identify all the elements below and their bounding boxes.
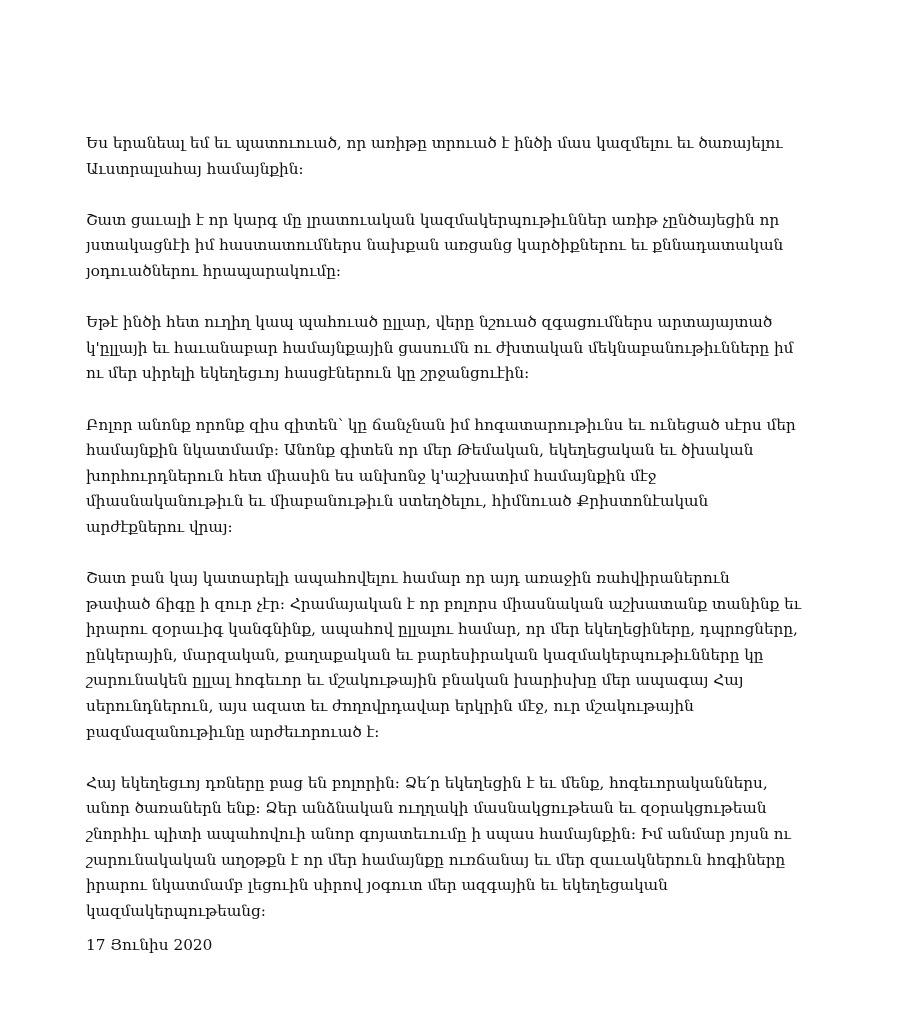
text-line: արժէքներու վրայ: [86,517,233,536]
text-line: յստակացնէի իմ հաստատումներս նախքան առցանց կարծիքներու եւ քննադատական [86,236,784,255]
paragraph-spacer [86,387,864,413]
text-line: Ես երանեալ եմ եւ պատուուած, որ առիթը տրուած է ինծի մաս կազմելու եւ ծառայելու [86,134,783,152]
text-line: կ'ըլլայի եւ հաւանաբար համայնքային ցասումն ու ժխտական մեկնաբանութիւնները իմ [86,338,794,357]
text-line: միասնականութիւն եւ միաբանութիւն ստեղծելու, հիմնուած Քրիստոնէական [86,492,709,511]
text-line: իրարու նկատմամբ լեցուին սիրով յօգուտ մեր ազգային եւ եկեղեցական [86,876,668,895]
paragraph-6 [86,771,864,925]
text-line: համայնքին նկատմամբ: Անոնք գիտեն որ մեր Թեմական, եկեղեցական եւ ծխական [86,441,754,460]
paragraph-3 [86,310,864,387]
text-line: անոր ծառաներն ենք: Ձեր անձնական ուղղակի մասնակցութեան եւ զօրակցութեան [86,799,767,818]
paragraph-2 [86,208,864,285]
text-line: Շատ բան կայ կատարելի ապահովելու համար որ այդ առաջին ռահվիրաներուն [86,569,730,588]
paragraph-5 [86,566,864,745]
paragraph-spacer [86,541,864,567]
text-line: կազմակերպութեանց: [86,901,266,920]
text-line: յօդուածներու հրապարակումը: [86,261,341,280]
paragraph-1 [86,131,864,182]
text-line: ու մեր սիրելի եկեղեցւոյ հասցէներուն կը շրջանցուէին: [86,364,530,383]
paragraph-spacer [86,182,864,208]
text-line: Շատ ցաւալի է որ կարգ մը լրատուական կազմակերպութիւններ առիթ չընծայեցին որ [86,210,780,229]
paragraph-spacer [86,745,864,771]
paragraph-spacer [86,285,864,311]
text-line: Աւստրալահայ համայնքին: [86,159,304,178]
text-line: իրարու զօրաւիգ կանգնինք, ապահով ըլլալու համար, որ մեր եկեղեցիները, դպրոցները, [86,620,798,639]
text-line: շարունակեն ըլլալ հոգեւոր եւ մշակութային բնական խարիսխը մեր ապագայ Հայ [86,671,744,690]
text-line: բազմազանութիւնը արժեւորուած է: [86,722,380,741]
text-line: շարունակական աղօթքն է որ մեր համայնքը ուռճանայ եւ մեր զաւակներուն հոգիները [86,850,786,869]
text-line: Բոլոր անոնք որոնք զիս զիտեն՝ կը ճանչնան իմ հոգատարութիւնս եւ ունեցած սէրս մեր [86,415,796,434]
paragraph-4 [86,413,864,541]
text-line: Հայ եկեղեցւոյ դռները բաց են բոլորին: Ձե՛ր եկեղեցին է եւ մենք, հոգեւորականներս, [86,773,768,792]
text-line: Եթէ ինծի հետ ուղիղ կապ պահուած ըլլար, վերը նշուած զգացումներս արտայայտած [86,313,773,332]
text-line: սերունդներուն, այս ազատ եւ ժողովրդավար երկրին մէջ, ուր մշակութային [86,697,694,716]
text-line: շնորհիւ պիտի ապահովուի անոր գոյատեւումը ի սպաս համայնքին: Իմ անմար յոյսն ու [86,825,791,844]
text-line: խորհուրդներուն հետ միասին ես անխոնջ կ'աշխատիմ համայնքին մէջ [86,466,657,485]
letter-body [86,131,864,959]
letter-date: 17 Յունիս 2020 [86,936,213,955]
text-line: ընկերային, մարզական, քաղաքական եւ բարեսիրական կազմակերպութիւնները կը [86,645,764,664]
text-line: թափած ճիգը ի զուր չէր: Հրամայական է որ բոլորս միասնական աշխատանք տանինք եւ [86,594,802,613]
